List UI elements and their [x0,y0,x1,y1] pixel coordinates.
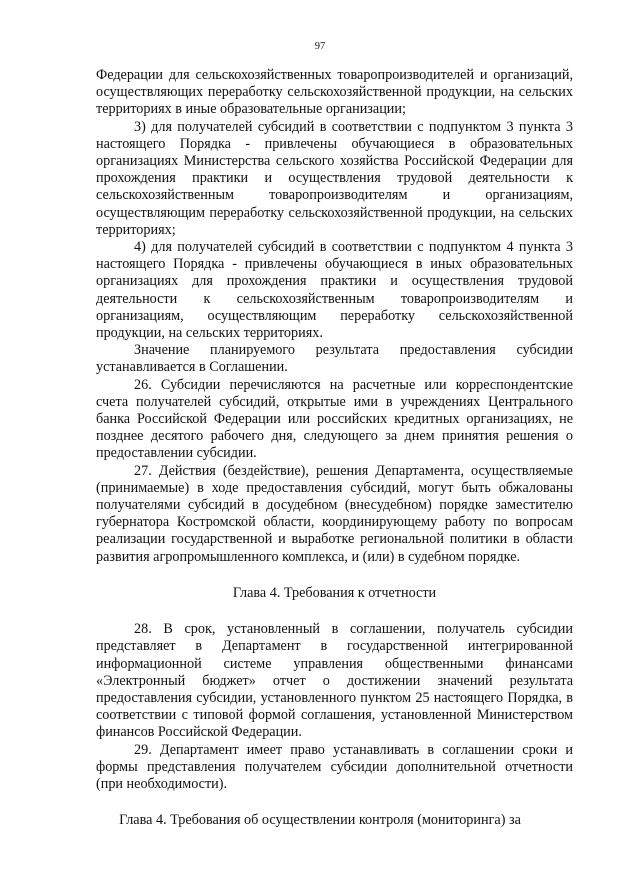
paragraph-26: 26. Субсидии перечисляются на расчетные или корреспондентские счета получателей субсидий, открытые ими в учреждениях Центрального банка Российской Федерации или российских кредитных организациях, не позднее десятого рабочего дня, следующего за днем принятия решения о предоставлении субсидии. [96,376,573,462]
paragraph-result-value: Значение планируемого результата предоставления субсидии устанавливается в Соглашении. [96,342,573,376]
paragraph-item-3: 3) для получателей субсидий в соответствии с подпунктом 3 пункта 3 настоящего Порядка - привлечены обучающиеся в образовательных организациях Министерства сельского хозяйства Российской Федерации для прохождения практики и осуществления трудовой деятельности к сельскохозяйственным товаропроизводителям и организациям, осуществляющим переработку сельскохозяйственной продукции, на сельских территориях; [96,118,573,238]
document-body [96,67,573,793]
paragraph-29: 29. Департамент имеет право устанавливать в соглашении сроки и формы представления получателем субсидии дополнительной отчетности (при необходимости). [96,741,573,792]
chapter-heading-reporting: Глава 4. Требования к отчетности [232,584,437,601]
paragraph-item-4: 4) для получателей субсидий в соответствии с подпунктом 4 пункта 3 настоящего Порядка - привлечены обучающиеся в иных образовательных организациях для прохождения практики и осуществления трудовой деятельности к сельскохозяйственным товаропроизводителям и организациям, осуществляющим переработку сельскохозяйственной продукции, на сельских территориях. [96,239,573,342]
page-number: 97 [314,41,326,52]
paragraph-27: 27. Действия (бездействие), решения Департамента, осуществляемые (принимаемые) в ходе предоставления субсидий, могут быть обжалованы получателями субсидий в досудебном (внесудебном) порядке заместителю губернатора Костромской области, координирующему работу по вопросам реализации государственной и выработке региональной политики в области развития агропромышленного комплекса, и (или) в судебном порядке. [96,462,573,565]
chapter-heading-control: Глава 4. Требования об осуществлении контроля (мониторинга) за [119,812,521,828]
paragraph-continuation: Федерации для сельскохозяйственных товаропроизводителей и организаций, осуществляющих переработку сельскохозяйственной продукции, на сельских территориях в иные образовательные организации; [96,67,573,118]
paragraph-28: 28. В срок, установленный в соглашении, получатель субсидии представляет в Департамент в государственной интегрированной информационной системе управления общественными финансами «Электронный бюджет» отчет о достижении значений результата предоставления субсидии, установленного пунктом 25 настоящего Порядка, в соответствии с типовой формой соглашения, установленной Министерством финансов Российской Федерации. [96,621,573,741]
